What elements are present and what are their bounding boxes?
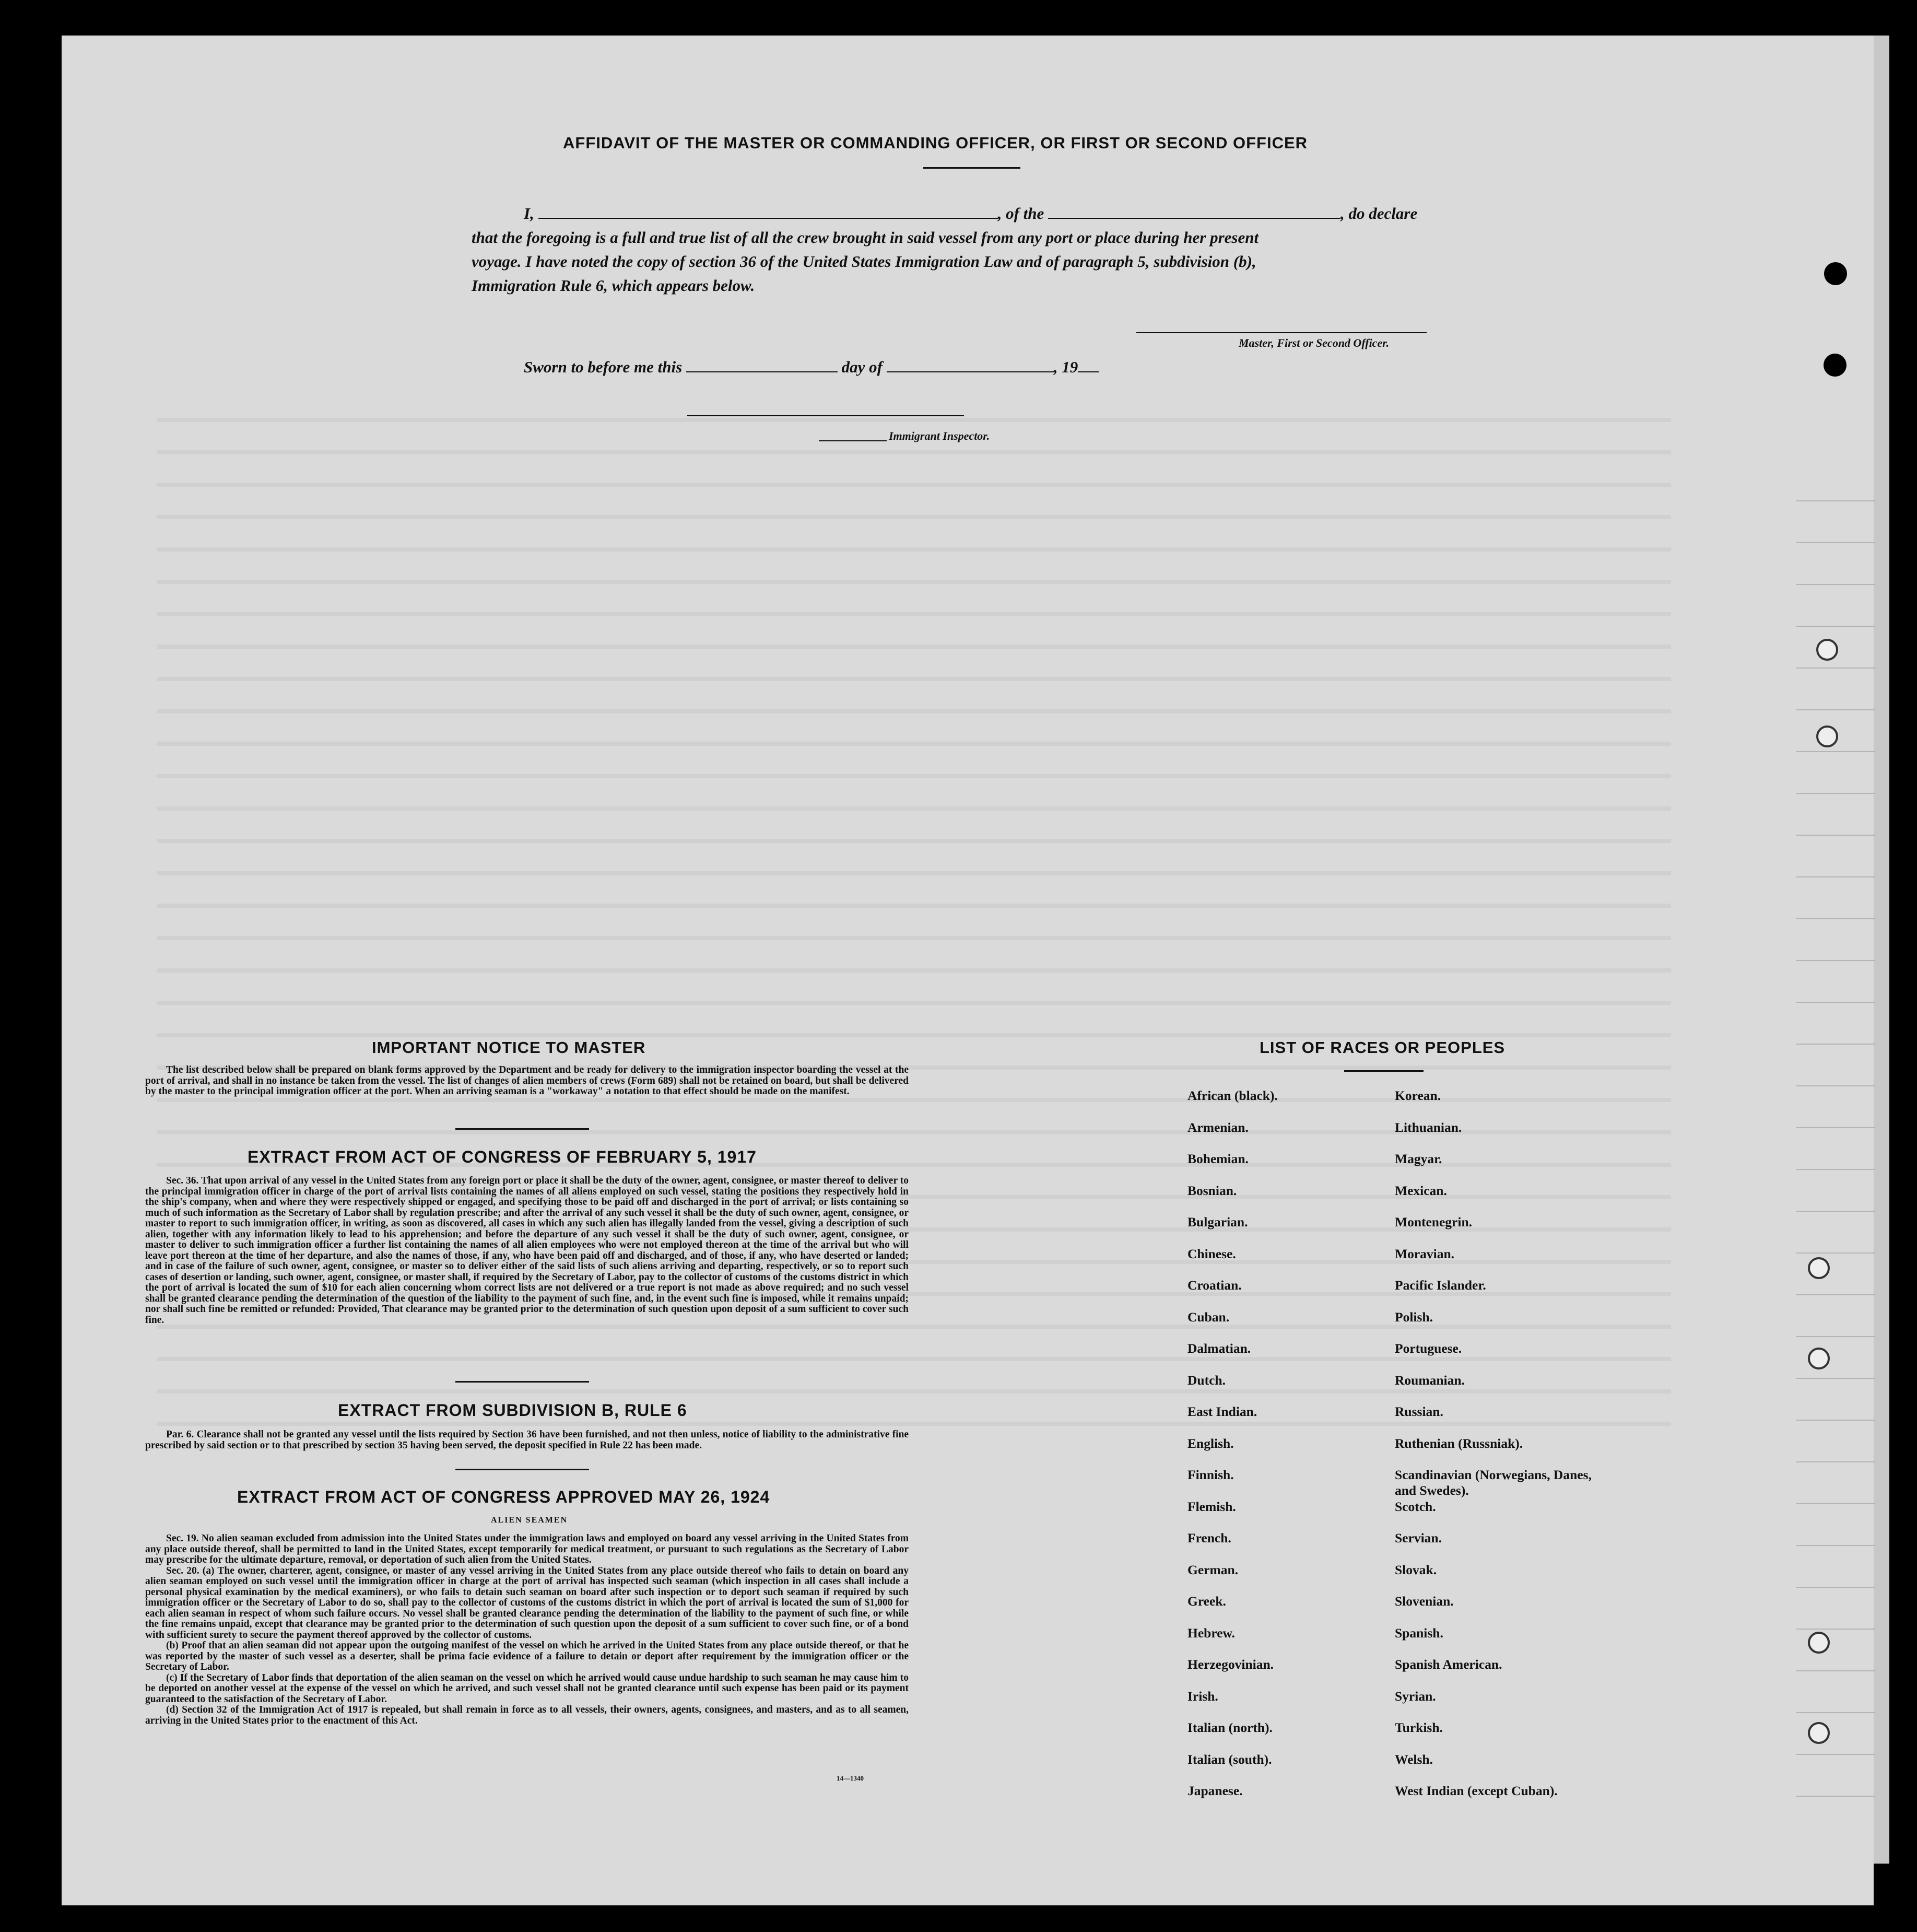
extract-rule6-title: EXTRACT FROM SUBDIVISION B, RULE 6 [338, 1401, 687, 1420]
race-item: Pacific Islander. [1395, 1278, 1486, 1293]
extract-1917-title: EXTRACT FROM ACT OF CONGRESS OF FEBRUARY 5, 1917 [248, 1148, 757, 1166]
race-item: Polish. [1395, 1309, 1433, 1325]
races-left-column [1187, 1088, 1386, 1815]
extract-1924-body [145, 1533, 909, 1726]
sworn-month-blank[interactable] [887, 357, 1054, 372]
punch-hole [1816, 725, 1838, 747]
race-item: Montenegrin. [1395, 1214, 1473, 1230]
notice-text: The list described below shall be prepared on blank forms approved by the Department and be ready for delivery to the immigration inspector boarding the vessel at the port of arrival, and shall in no instance be taken from the vessel. The list of changes of alien members of crews (Form 689) shall not be retained on board, but shall be delivered by the master to the principal immigration officer at the port. When an arriving seaman is a "workaway" a notation to that effect should be made on the manifest. [145, 1064, 909, 1097]
races-title: LIST OF RACES OR PEOPLES [1260, 1038, 1506, 1057]
punch-hole [1824, 262, 1847, 285]
race-item: Syrian. [1395, 1688, 1436, 1704]
form-number: 14—1340 [837, 1774, 864, 1782]
race-item: Japanese. [1187, 1783, 1243, 1798]
extract-rule6-body [145, 1430, 909, 1451]
bleed-through-row [157, 1033, 1671, 1037]
race-item: Welsh. [1395, 1751, 1433, 1767]
punch-hole [1808, 1632, 1830, 1654]
race-item: Scandinavian (Norwegians, Danes, and Swedes). [1395, 1467, 1592, 1498]
bleed-through-ruling [1796, 460, 1875, 1818]
races-right-column [1395, 1088, 1614, 1815]
bleed-through-row [157, 839, 1671, 843]
race-item: English. [1187, 1435, 1234, 1451]
section-divider [455, 1128, 589, 1130]
section-divider [455, 1469, 589, 1470]
race-item: Mexican. [1395, 1182, 1447, 1198]
race-item: Dalmatian. [1187, 1341, 1251, 1356]
race-item: Irish. [1187, 1688, 1218, 1704]
race-item: Greek. [1187, 1594, 1226, 1609]
bleed-through-row [157, 806, 1671, 811]
year-label: , 19 [1053, 358, 1078, 376]
race-item: Korean. [1395, 1088, 1441, 1103]
bleed-through-row [157, 418, 1671, 422]
bleed-through-row [157, 483, 1671, 487]
bleed-through-row [157, 904, 1671, 908]
bleed-through-row [157, 1001, 1671, 1005]
sec-20b-paragraph: (b) Proof that an alien seaman did not appear upon the outgoing manifest of the vessel on which he arrived in the United States from any place outside thereof, or that he was reported by the master of such vessel as a deserter, shall be prima facie evidence of a failure to detain or deport after requirement by the immigration officer or the Secretary of Labor. [145, 1640, 909, 1672]
punch-hole [1816, 639, 1838, 661]
race-item: East Indian. [1187, 1404, 1257, 1419]
extract-1924-title: EXTRACT FROM ACT OF CONGRESS APPROVED MAY 26, 1924 [237, 1488, 770, 1506]
race-item: Lithuanian. [1395, 1119, 1462, 1135]
extract-1917-body [145, 1176, 909, 1326]
race-item: Roumanian. [1395, 1372, 1465, 1388]
affidavit-declaration-line [524, 202, 1469, 226]
day-of-label: day of [841, 358, 883, 376]
affidavit-line-3: voyage. I have noted the copy of section 36 of the United States Immigration Law and of paragraph 5, subdivision (b), [472, 252, 1256, 271]
bleed-through-row [157, 450, 1671, 454]
notice-body [145, 1065, 909, 1097]
extract-1917-text: Sec. 36. That upon arrival of any vessel in the United States from any foreign port or place it shall be the duty of the owner, agent, consignee, or master thereof to deliver to the principal immigration officer in charge of the port of arrival lists containing the names of all aliens employed on such vessel, stating the positions they respectively hold in the ship's company, when and where they were respectively shipped or engaged, and specifying those to be paid off and discharged in the port of arrival; or lists containing so much of such information as the Secretary of Labor shall by regulation prescribe; and after the arrival of any such vessel it shall be the duty of such owner, agent, consignee, or master to report to such immigration officer, in writing, as soon as discovered, all cases in which any such alien has illegally landed from the vessel, giving a description of such alien, together with any information likely to lead to his apprehension; and before the departure of any such vessel it shall be the duty of such owner, agent, consignee, or master to deliver to such immigration officer a further list containing the names of all alien employees who were not employed thereon at the time of the arrival but who will leave port thereon at the time of her departure, and also the names of those, if any, who have been paid off and discharged, and of those, if any, who have deserted or landed; and in case of the failure of such owner, agent, consignee, or master so to deliver either of the said lists of such aliens arriving and departing, respectively, or so to report such cases of desertion or landing, such owner, agent, consignee, or master shall, if required by the Secretary of Labor, pay to the collector of customs of the customs district in which the port of arrival is located the sum of $10 for each alien concerning whom correct lists are not delivered or a true report is not made as above required; and no such vessel shall be granted clearance pending the determination of the question of the liability to the payment of such fine, and, in the event such fine is imposed, while it remains unpaid; nor shall such fine be remitted or refunded: Provided, That clearance may be granted prior to the determination of such question upon deposit of a sum sufficient to cover such fine. [145, 1175, 909, 1326]
race-item: Croatian. [1187, 1278, 1242, 1293]
race-item: Italian (north). [1187, 1720, 1273, 1735]
vessel-blank[interactable] [1048, 203, 1340, 219]
race-item: Ruthenian (Russniak). [1395, 1435, 1523, 1451]
bleed-through-row [157, 515, 1671, 519]
affidavit-line-2: that the foregoing is a full and true list of all the crew brought in said vessel from any port or place during her present [472, 228, 1259, 247]
bleed-through-row [157, 709, 1671, 713]
race-item: Slovak. [1395, 1562, 1437, 1577]
race-item: West Indian (except Cuban). [1395, 1783, 1558, 1798]
race-item: Hebrew. [1187, 1625, 1235, 1641]
page-edge [1874, 36, 1889, 1864]
bleed-through-row [157, 968, 1671, 973]
bleed-through-row [157, 547, 1671, 552]
bleed-through-row [157, 580, 1671, 584]
race-item: Cuban. [1187, 1309, 1230, 1325]
title-divider [923, 167, 1020, 169]
extract-rule6-text: Par. 6. Clearance shall not be granted any vessel until the lists required by Section 36 have been furnished, and not then unless, notice of liability to the administrative fine prescribed by said section or to that prescribed by section 35 having been served, the deposit specified in Rule 22 has been made. [145, 1429, 909, 1451]
punch-hole [1808, 1722, 1830, 1744]
race-item: Portuguese. [1395, 1341, 1462, 1356]
bleed-through-row [157, 612, 1671, 616]
race-item: Armenian. [1187, 1119, 1249, 1135]
race-item: Dutch. [1187, 1372, 1226, 1388]
sworn-line [524, 355, 1099, 379]
race-item: Bosnian. [1187, 1182, 1237, 1198]
race-item: Turkish. [1395, 1720, 1443, 1735]
of-the-label: , of the [997, 204, 1044, 223]
bleed-through-row [157, 742, 1671, 746]
punch-hole [1824, 354, 1847, 377]
bleed-through-row [157, 936, 1671, 940]
section-divider [455, 1381, 589, 1383]
punch-hole [1808, 1257, 1830, 1279]
races-divider [1344, 1070, 1424, 1072]
inspector-signature-underline [819, 440, 887, 441]
sworn-year-blank[interactable] [1078, 357, 1099, 372]
race-item: Flemish. [1187, 1498, 1236, 1514]
bleed-through-row [157, 645, 1671, 649]
notice-title: IMPORTANT NOTICE TO MASTER [372, 1038, 646, 1057]
master-signature-line[interactable] [1136, 332, 1427, 333]
race-item: Spanish American. [1395, 1657, 1502, 1672]
affidavit-line-4: Immigration Rule 6, which appears below. [472, 276, 755, 295]
race-item: Magyar. [1395, 1151, 1442, 1166]
race-item: Herzegovinian. [1187, 1657, 1274, 1672]
bleed-through-row [157, 871, 1671, 875]
master-signature-label: Master, First or Second Officer. [1239, 336, 1390, 349]
alien-seamen-subtitle: ALIEN SEAMEN [491, 1516, 568, 1525]
sec-20d-paragraph: (d) Section 32 of the Immigration Act of 1917 is repealed, but shall remain in force as to all vessels, their owners, agents, consignees, and masters, and as to all seamen, arriving in the United States prior to the enactment of this Act. [145, 1704, 909, 1726]
race-item: Moravian. [1395, 1246, 1455, 1261]
sec-20c-paragraph: (c) If the Secretary of Labor finds that deportation of the alien seaman on the vessel on which he arrived would cause undue hardship to such seaman he may cause him to be deported on another vessel at the expense of the vessel on which he arrived, and such vessel shall not be granted clearance until such expense has been paid or its payment guaranteed to the satisfaction of the Secretary of Labor. [145, 1672, 909, 1705]
race-item: German. [1187, 1562, 1239, 1577]
affidavit-title: AFFIDAVIT OF THE MASTER OR COMMANDING OFFICER, OR FIRST OR SECOND OFFICER [563, 134, 1308, 152]
race-item: Slovenian. [1395, 1594, 1454, 1609]
race-item: African (black). [1187, 1088, 1278, 1103]
race-item: Bohemian. [1187, 1151, 1249, 1166]
sworn-label: Sworn to before me this [524, 358, 683, 376]
race-item: Spanish. [1395, 1625, 1443, 1641]
i-label: I, [524, 204, 534, 223]
race-item: Finnish. [1187, 1467, 1234, 1482]
inspector-signature-line[interactable] [687, 415, 964, 416]
race-item: Servian. [1395, 1530, 1442, 1545]
name-blank[interactable] [538, 203, 998, 219]
do-declare-label: , do declare [1340, 204, 1418, 223]
inspector-signature-label: Immigrant Inspector. [889, 429, 990, 442]
sec-19-paragraph: Sec. 19. No alien seaman excluded from admission into the United States under the immigration laws and employed on board any vessel arriving in the United States from any place outside thereof, shall be permitted to land in the United States, except temporarily for medical treatment, or pursuant to such regulations as the Secretary of Labor may prescribe for the ultimate departure, removal, or deportation of such alien from the United States. [145, 1533, 909, 1565]
punch-hole [1808, 1348, 1830, 1369]
sec-20a-paragraph: Sec. 20. (a) The owner, charterer, agent, consignee, or master of any vessel arriving in the United States from any place outside thereof who fails to detain on board any alien seaman employed on such vessel until the immigration officer in charge at the port of arrival has inspected such seaman (which inspection in all cases shall include a personal physical examination by the medical examiners), or who fails to detain such seaman on board after such inspection or to deport such seaman if required by such immigration officer or the Secretary of Labor to do so, shall pay to the collector of customs of the customs district in which the port of arrival is located the sum of $1,000 for each alien seaman in respect of whom such failure occurs. No vessel shall be granted clearance pending the determination of the liability to the payment of such fine, or while the fine remains unpaid, except that clearance may be granted prior to the determination of such question upon the deposit of a sum sufficient to cover such fine, or of a bond with sufficient surety to secure the payment thereof approved by the collector of customs. [145, 1565, 909, 1641]
race-item: Chinese. [1187, 1246, 1236, 1261]
race-item: French. [1187, 1530, 1231, 1545]
sworn-day-blank[interactable] [686, 357, 838, 372]
race-item: Bulgarian. [1187, 1214, 1248, 1230]
bleed-through-row [157, 774, 1671, 778]
race-item: Scotch. [1395, 1498, 1436, 1514]
race-item: Italian (south). [1187, 1751, 1272, 1767]
bleed-through-row [157, 677, 1671, 681]
race-item: Russian. [1395, 1404, 1443, 1419]
